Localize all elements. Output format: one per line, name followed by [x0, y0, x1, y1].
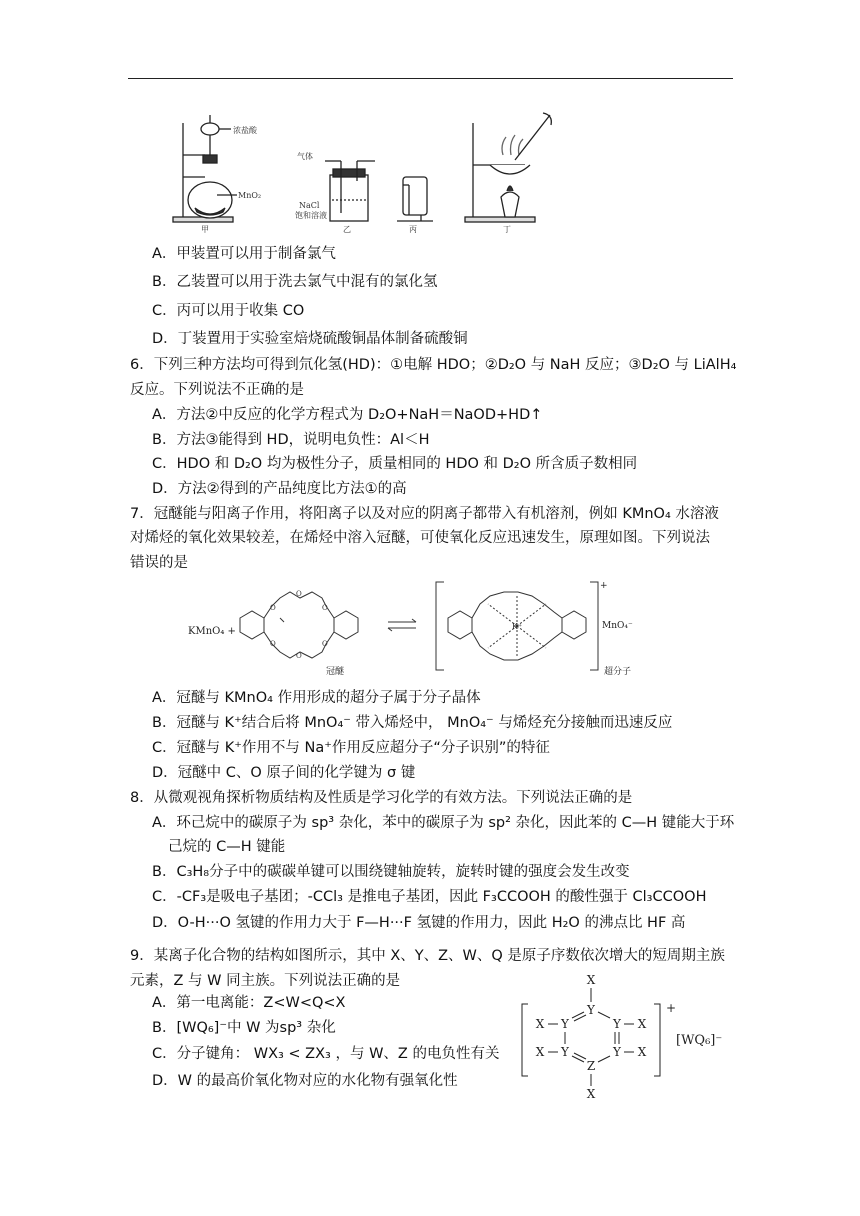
q5-option-d: D．丁装置用于实验室焙烧硫酸铜晶体制备硫酸铜: [152, 331, 468, 347]
q7-stem-line1: 7．冠醚能与阳离子作用，将阳离子以及对应的阴离子都带入有机溶剂，例如 KMnO₄ 水溶液: [130, 506, 719, 522]
q8-option-c: C．-CF₃是吸电子基团；-CCl₃ 是推电子基团，因此 F₃CCOOH 的酸性强于 Cl₃CCOOH: [152, 889, 707, 905]
label-yi: 乙: [343, 225, 351, 234]
svg-text:O: O: [296, 652, 302, 660]
q9-option-b: B．[WQ₆]⁻中 W 为sp³ 杂化: [152, 1020, 336, 1036]
atom-y-lower-right: Y: [613, 1045, 621, 1059]
atom-x-bottom: X: [586, 1087, 596, 1101]
svg-text:O: O: [322, 640, 328, 648]
q9-structure-figure: [518, 972, 738, 1102]
anion-label: [WQ₆]⁻: [676, 1033, 723, 1048]
supramolecule-label: 超分子: [604, 667, 632, 677]
apparatus-ding: [465, 113, 551, 222]
q6-option-a: A．方法②中反应的化学方程式为 D₂O+NaH＝NaOD+HD↑: [152, 407, 543, 423]
atom-x-upper-left: X: [535, 1017, 545, 1031]
q6-option-d: D．方法②得到的产品纯度比方法①的高: [152, 481, 407, 497]
q7-option-a: A．冠醚与 KMnO₄ 作用形成的超分子属于分子晶体: [152, 690, 481, 706]
yi-solution-label-2: 饱和溶液: [295, 211, 327, 220]
svg-text:O: O: [270, 640, 276, 648]
atom-y-upper-left: Y: [561, 1017, 569, 1031]
svg-text:O: O: [270, 604, 276, 612]
crown-ether-figure: [188, 578, 658, 678]
q7-option-d: D．冠醚中 C、O 原子间的化学键为 σ 键: [152, 765, 416, 781]
atom-z: Z: [586, 1059, 596, 1073]
label-bing: 丙: [409, 225, 417, 234]
crown-ether-label: 冠醚: [326, 667, 345, 677]
atom-y-lower-left: Y: [561, 1045, 569, 1059]
apparatus-figure: [165, 105, 575, 235]
header-rule: [128, 78, 733, 79]
q9-stem-line1: 9．某离子化合物的结构如图所示，其中 X、Y、Z、W、Q 是原子序数依次增大的短周期主族: [130, 948, 725, 964]
q9-option-a: A．第一电离能：Z<W<Q<X: [152, 995, 346, 1011]
apparatus-yi: [325, 161, 375, 221]
jia-reagent-label: 浓盐酸: [233, 126, 257, 135]
atom-x-upper-right: X: [637, 1017, 647, 1031]
crown-ether-left: [240, 592, 358, 658]
q7-stem-line3: 错误的是: [130, 555, 188, 571]
q6-option-b: B．方法③能得到 HD，说明电负性：Al＜H: [152, 432, 430, 448]
apparatus-jia: [173, 115, 237, 222]
potassium-label: K⁺: [512, 622, 523, 631]
q8-stem: 8．从微观视角探析物质结构及性质是学习化学的有效方法。下列说法正确的是: [130, 790, 633, 806]
label-ding: 丁: [503, 225, 511, 234]
atom-x-lower-right: X: [637, 1045, 647, 1059]
label-jia: 甲: [201, 225, 209, 234]
q5-option-c: C．丙可以用于收集 CO: [152, 303, 305, 319]
charge-label: +: [600, 581, 608, 591]
kmno4-label: KMnO₄ +: [188, 626, 236, 637]
q6-stem-line1: 6．下列三种方法均可得到氘化氢(HD)：①电解 HDO；②D₂O 与 NaH 反应；③D₂O 与 LiAlH₄: [130, 357, 737, 373]
equilibrium-arrow: [388, 619, 416, 631]
atom-y-top: Y: [587, 1003, 595, 1017]
q7-option-c: C．冠醚与 K⁺作用不与 Na⁺作用反应超分子“分子识别”的特征: [152, 740, 550, 756]
apparatus-bing: [397, 177, 433, 221]
q5-option-a: A．甲装置可以用于制备氯气: [152, 246, 336, 262]
q9-option-c: C．分子键角： WX₃ < ZX₃ ，与 W、Z 的电负性有关: [152, 1046, 500, 1062]
q7-stem-line2: 对烯烃的氧化效果较差，在烯烃中溶入冠醚，可使氧化反应迅速发生，原理如图。下列说法: [130, 530, 710, 546]
q6-stem-line2: 反应。下列说法不正确的是: [130, 382, 304, 398]
q7-option-b: B．冠醚与 K⁺结合后将 MnO₄⁻ 带入烯烃中， MnO₄⁻ 与烯烃充分接触而迅速反应: [152, 715, 673, 731]
cation-charge: +: [666, 1001, 677, 1015]
q8-option-b: B．C₃H₈分子中的碳碳单键可以围绕键轴旋转，旋转时键的强度会发生改变: [152, 864, 630, 880]
atom-x-lower-left: X: [535, 1045, 545, 1059]
mno4-label: MnO₄⁻: [602, 621, 633, 631]
q8-option-a-line2: 己烷的 C—H 键能: [168, 839, 286, 855]
svg-text:O: O: [296, 590, 302, 598]
svg-text:O: O: [322, 604, 328, 612]
jia-solid-label: MnO₂: [238, 191, 262, 200]
q9-option-d: D．W 的最高价氧化物对应的水化物有强氧化性: [152, 1073, 458, 1089]
q9-stem-line2: 元素，Z 与 W 同主族。下列说法正确的是: [130, 973, 401, 989]
q6-option-c: C．HDO 和 D₂O 均为极性分子，质量相同的 HDO 和 D₂O 所含质子数相同: [152, 456, 638, 472]
q5-option-b: B．乙装置可以用于洗去氯气中混有的氯化氢: [152, 274, 438, 290]
yi-solution-label-1: NaCl: [299, 201, 320, 210]
yi-gas-label: 气体: [297, 152, 313, 161]
atom-y-upper-right: Y: [613, 1017, 621, 1031]
atom-x-top: X: [586, 973, 596, 987]
q8-option-d: D．O-H···O 氢键的作用力大于 F—H···F 氢键的作用力，因此 H₂O 的沸点比 HF 高: [152, 915, 686, 931]
q8-option-a-line1: A．环己烷中的碳原子为 sp³ 杂化，苯中的碳原子为 sp² 杂化，因此苯的 C—H 键能大于环: [152, 815, 735, 831]
